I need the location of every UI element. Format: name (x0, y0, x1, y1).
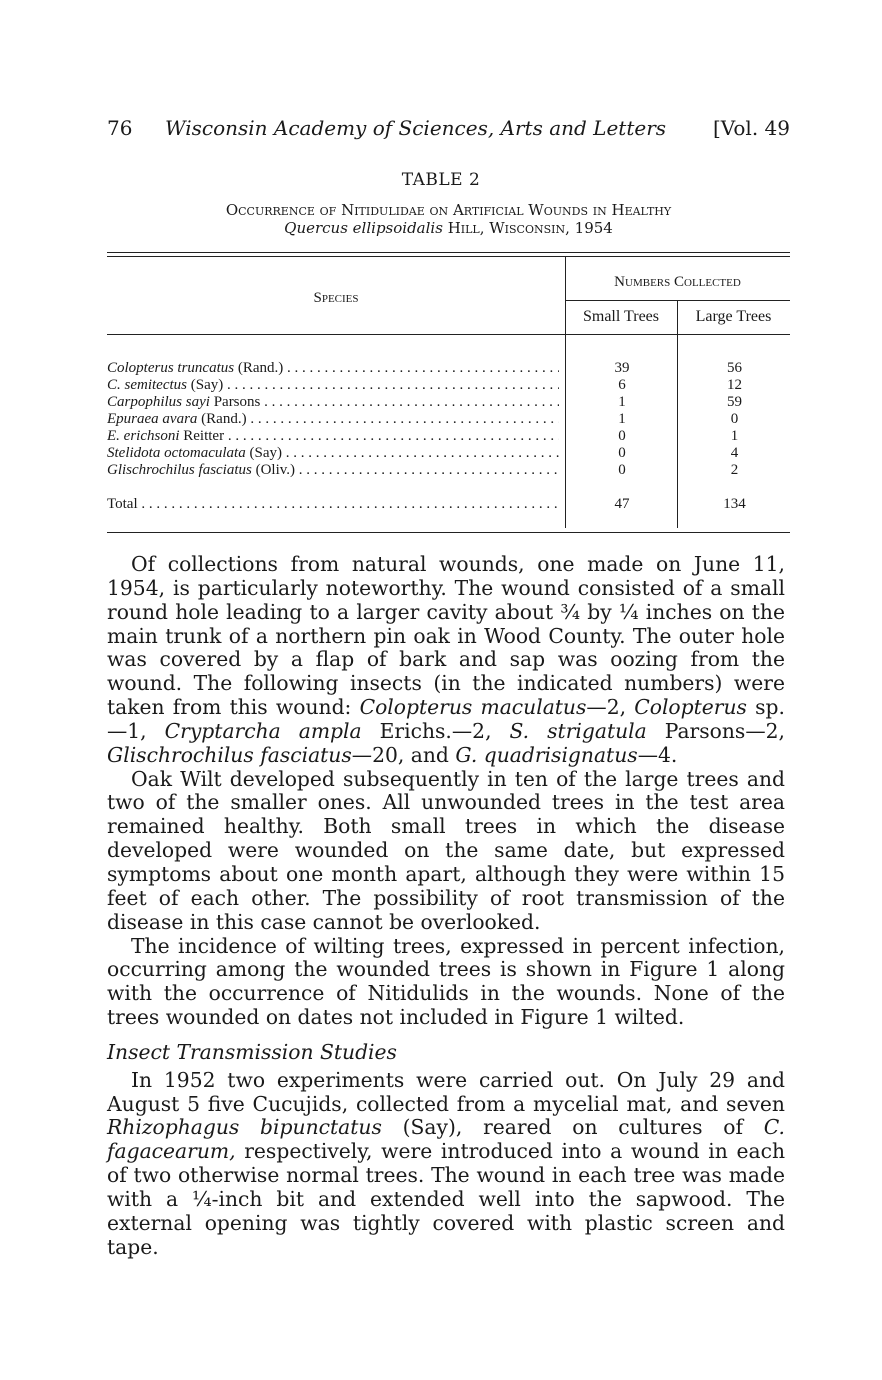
small-trees-value: 39 (614, 360, 630, 376)
species-italic: C. fagacearum, (107, 1115, 785, 1164)
species-author: (Rand.) . . . (234, 360, 559, 376)
page-number: 76 (107, 116, 133, 140)
caption-rest: Hill, Wisconsin, 1954 (442, 219, 613, 237)
paragraph-natural-wounds (107, 553, 785, 768)
species-author: (Say) . . . (187, 377, 559, 393)
text-run: sp.—1, (107, 695, 785, 743)
small-trees-value: 0 (618, 428, 626, 444)
running-head (107, 116, 790, 140)
species-name: Stelidota octomaculata (107, 445, 246, 461)
species-author: (Say) . . . (246, 445, 559, 461)
body-text (107, 553, 785, 1259)
species-author: Parsons . . . (210, 394, 559, 410)
species-italic: Colopterus (634, 695, 747, 720)
text-run: —4. (637, 742, 678, 767)
species-author: (Oliv.) . . . (252, 462, 559, 478)
small-trees-value: 1 (618, 411, 626, 427)
large-trees-value: 0 (730, 411, 739, 427)
species-italic: Cryptarcha ampla (164, 718, 362, 743)
table-top-rule-2 (107, 256, 790, 257)
text-run: Parsons—2, (646, 718, 785, 743)
small-trees-value: 1 (618, 394, 626, 410)
species-name: Epuraea avara (107, 411, 198, 427)
section-heading: Insect Transmission Studies (107, 1039, 397, 1064)
species-name: Colopterus truncatus (107, 360, 235, 376)
large-trees-value: 12 (727, 377, 742, 393)
data-table (107, 252, 790, 534)
large-trees-value: 56 (727, 360, 742, 376)
total-label: Total . . . (107, 496, 559, 512)
small-trees-value: 6 (618, 377, 626, 393)
table-body (107, 360, 790, 479)
total-row (107, 496, 790, 513)
large-trees-value: 4 (730, 445, 739, 461)
header-bottom-rule (107, 334, 790, 335)
col-header-species: Species (313, 290, 359, 306)
text-run: Erichs.—2, (361, 718, 510, 743)
species-italic: Glischrochilus fasciatus (107, 742, 352, 767)
text-run: respectively, were introduced into a wound in each of two otherwise normal trees. The wound in each tree was made with a ¼-inch bit and extended well into the sapwood. The external opening was tightly covered with plastic screen and tape. (107, 1139, 785, 1259)
col-header-numbers-collected: Numbers Collected (614, 274, 741, 290)
col-header-large-trees: Large Trees (695, 308, 772, 325)
species-italic: S. strigatula (509, 718, 647, 743)
species-author: Reitter . . . (180, 428, 560, 444)
text-run: (Say), reared on cultures of (381, 1115, 764, 1140)
caption-line-1: Occurrence of Nitidulidae on Artificial Wounds in Healthy (225, 201, 672, 219)
large-trees-value: 1 (730, 428, 739, 444)
table-row (107, 411, 790, 428)
species-cell (107, 411, 559, 428)
text-run: —20, and (351, 742, 456, 767)
species-name: E. erichsoni (107, 428, 180, 444)
volume-label: [Vol. 49 (712, 116, 790, 140)
table-row (107, 360, 790, 377)
journal-title: Wisconsin Academy of Sciences, Arts and Letters (165, 116, 667, 140)
total-large-trees: 134 (723, 496, 746, 512)
species-name: Glischrochilus fasciatus (107, 462, 252, 478)
table-row (107, 445, 790, 462)
total-small-trees: 47 (614, 496, 630, 512)
text-run: In 1952 two experiments were carried out. On July 29 and August 5 five Cucujids, collected from a mycelial mat, and seven (107, 1067, 785, 1116)
table-top-rule (107, 252, 790, 253)
species-cell (107, 377, 559, 394)
table-row (107, 462, 790, 479)
large-trees-value: 59 (727, 394, 742, 410)
caption-species: Quercus ellipsoidalis (284, 219, 443, 237)
table-row (107, 377, 790, 394)
caption-line-2 (107, 219, 790, 237)
species-cell (107, 428, 559, 445)
table-row (107, 428, 790, 445)
small-trees-value: 0 (618, 445, 626, 461)
species-cell (107, 360, 559, 377)
total-label-cell (107, 496, 559, 513)
table-label: TABLE 2 (401, 170, 481, 190)
paragraph-experiments (107, 1069, 785, 1260)
paragraph-incidence: The incidence of wilting trees, expressed in percent infection, occurring among the wounded trees is shown in Figure 1 along with the occurrence of Nitidulids in the wounds. None of the trees wounded on dates not included in Figure 1 wilted. (107, 933, 785, 1030)
species-name: Carpophilus sayi (107, 394, 210, 410)
species-cell (107, 394, 559, 411)
text-run: —2, (586, 695, 635, 720)
table-bottom-rule (107, 532, 790, 533)
species-cell (107, 445, 559, 462)
species-author: (Rand.) . . . (197, 411, 559, 427)
table-caption (107, 201, 790, 237)
small-trees-value: 0 (618, 462, 626, 478)
species-name: C. semitectus (107, 377, 187, 393)
species-italic: G. quadrisignatus (455, 742, 638, 767)
text-run: Of collections from natural wounds, one made on June 11, 1954, is particularly noteworthy. The wound consisted of a small round hole leading to a larger cavity about ¾ by ¼ inches on the main trunk of a northern pin oak in Wood County. The outer hole was covered by a flap of bark and sap was oozing from the wound. The following insects (in the indicated numbers) were taken from this wound: (107, 552, 785, 720)
large-trees-value: 2 (730, 462, 739, 478)
species-italic: Rhizophagus bipunctatus (107, 1115, 382, 1140)
species-italic: Colopterus maculatus (359, 695, 587, 720)
table-row (107, 394, 790, 411)
species-cell (107, 462, 559, 479)
paragraph-oak-wilt: Oak Wilt developed subsequently in ten of the large trees and two of the smaller ones. All unwounded trees in the test area remained healthy. Both small trees in which the disease developed were wounded on the same date, but expressed symptoms about one month apart, although they were within 15 feet of each other. The possibility of root transmission of the disease in this case cannot be overlooked. (107, 766, 785, 934)
col-header-small-trees: Small Trees (582, 308, 659, 325)
group-header-rule (565, 300, 790, 301)
